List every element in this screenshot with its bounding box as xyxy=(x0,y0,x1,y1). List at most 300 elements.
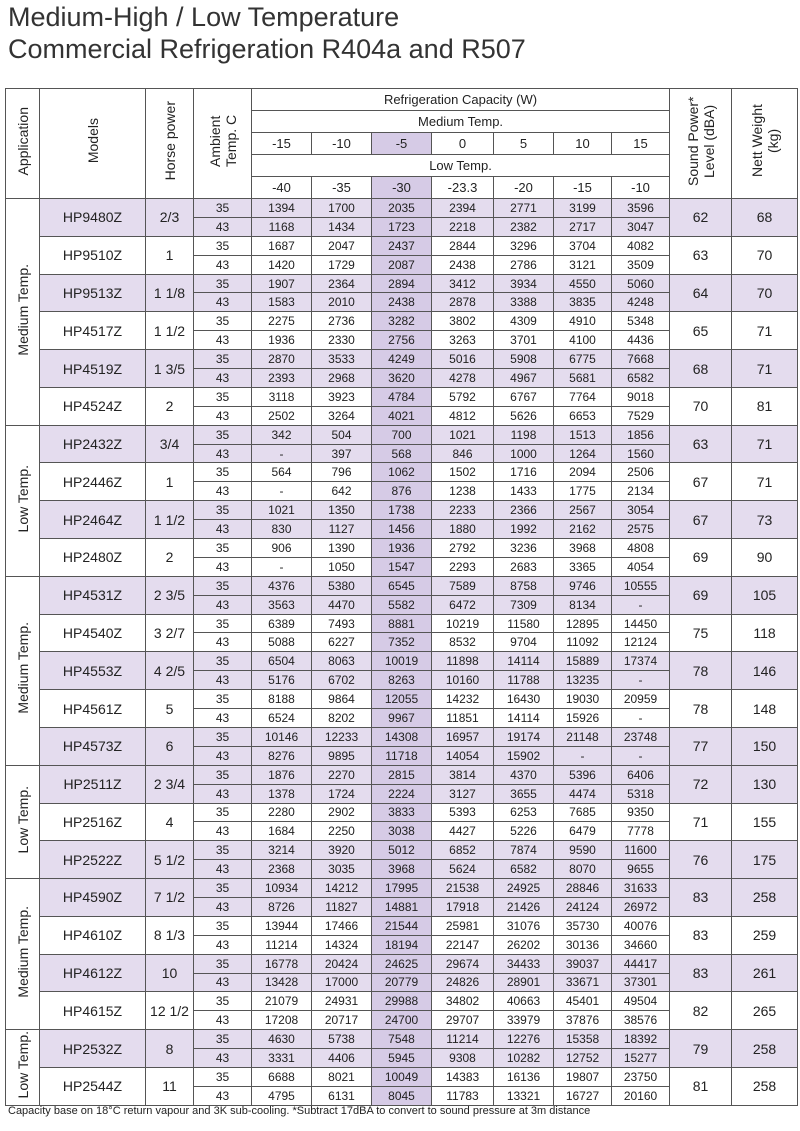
capacity-value: 12895 xyxy=(554,614,612,633)
capacity-value: - xyxy=(252,482,312,501)
capacity-value: 4309 xyxy=(494,312,554,331)
capacity-value: 4812 xyxy=(432,406,494,425)
model-name: HP4610Z xyxy=(40,916,146,954)
capacity-value: 24700 xyxy=(372,1011,432,1030)
sound-level: 83 xyxy=(670,916,732,954)
capacity-value: 4054 xyxy=(612,557,670,576)
ambient-temp: 43 xyxy=(194,746,252,765)
capacity-value: 2844 xyxy=(432,236,494,255)
capacity-value: 3923 xyxy=(312,387,372,406)
capacity-value: 6227 xyxy=(312,633,372,652)
header-medium-col: -15 xyxy=(252,133,312,155)
capacity-value: 17000 xyxy=(312,973,372,992)
capacity-value: 1738 xyxy=(372,501,432,520)
nett-weight: 130 xyxy=(732,765,798,803)
capacity-value: 9350 xyxy=(612,803,670,822)
capacity-value: 13428 xyxy=(252,973,312,992)
horse-power: 8 1/3 xyxy=(146,916,194,954)
capacity-value: 24826 xyxy=(432,973,494,992)
capacity-value: 1456 xyxy=(372,520,432,539)
horse-power: 8 xyxy=(146,1030,194,1068)
capacity-value: 11851 xyxy=(432,709,494,728)
capacity-value: 11783 xyxy=(432,1086,494,1105)
sound-level: 81 xyxy=(670,1067,732,1105)
capacity-value: 5945 xyxy=(372,1049,432,1068)
horse-power: 2 3/4 xyxy=(146,765,194,803)
header-medium-col: -5 xyxy=(372,133,432,155)
ambient-temp: 43 xyxy=(194,973,252,992)
capacity-value: 5624 xyxy=(432,860,494,879)
header-ambient: Ambient Temp. C xyxy=(194,89,252,199)
capacity-value: 1992 xyxy=(494,520,554,539)
horse-power: 2 xyxy=(146,539,194,577)
horse-power: 7 1/2 xyxy=(146,879,194,917)
table-row xyxy=(6,199,798,218)
capacity-value: 1583 xyxy=(252,293,312,312)
table-row xyxy=(6,992,798,1011)
capacity-value: 1127 xyxy=(312,520,372,539)
capacity-value: 11898 xyxy=(432,652,494,671)
model-name: HP4573Z xyxy=(40,727,146,765)
capacity-value: 2330 xyxy=(312,331,372,350)
table-row xyxy=(6,387,798,406)
capacity-value: 2786 xyxy=(494,255,554,274)
capacity-value: 2280 xyxy=(252,803,312,822)
capacity-value: 1684 xyxy=(252,822,312,841)
capacity-value: 4376 xyxy=(252,576,312,595)
capacity-value: 6479 xyxy=(554,822,612,841)
header-medium-col: 15 xyxy=(612,133,670,155)
ambient-temp: 35 xyxy=(194,312,252,331)
capacity-value: 1000 xyxy=(494,444,554,463)
capacity-value: 21148 xyxy=(554,727,612,746)
ambient-temp: 43 xyxy=(194,1049,252,1068)
capacity-value: 3282 xyxy=(372,312,432,331)
capacity-value: 21538 xyxy=(432,879,494,898)
ambient-temp: 43 xyxy=(194,482,252,501)
capacity-value: 14308 xyxy=(372,727,432,746)
capacity-value: 18194 xyxy=(372,935,432,954)
capacity-value: 5088 xyxy=(252,633,312,652)
horse-power: 4 xyxy=(146,803,194,841)
capacity-value: 6688 xyxy=(252,1067,312,1086)
horse-power: 11 xyxy=(146,1067,194,1105)
capacity-value: 11214 xyxy=(252,935,312,954)
nett-weight: 90 xyxy=(732,539,798,577)
capacity-value: 1198 xyxy=(494,425,554,444)
model-name: HP4519Z xyxy=(40,350,146,388)
capacity-value: 4248 xyxy=(612,293,670,312)
sound-level: 78 xyxy=(670,690,732,728)
capacity-value: 3035 xyxy=(312,860,372,879)
sound-level: 75 xyxy=(670,614,732,652)
capacity-value: 5582 xyxy=(372,595,432,614)
capacity-value: 12233 xyxy=(312,727,372,746)
horse-power: 12 1/2 xyxy=(146,992,194,1030)
capacity-value: 5792 xyxy=(432,387,494,406)
capacity-value: 16778 xyxy=(252,954,312,973)
capacity-value: 9018 xyxy=(612,387,670,406)
capacity-value: 9704 xyxy=(494,633,554,652)
nett-weight: 259 xyxy=(732,916,798,954)
capacity-value: 3214 xyxy=(252,841,312,860)
ambient-temp: 43 xyxy=(194,671,252,690)
header-low-col: -40 xyxy=(252,177,312,199)
capacity-value: 2293 xyxy=(432,557,494,576)
capacity-value: 2438 xyxy=(432,255,494,274)
capacity-value: 3704 xyxy=(554,236,612,255)
capacity-value: 2683 xyxy=(494,557,554,576)
capacity-value: 22147 xyxy=(432,935,494,954)
capacity-value: 14232 xyxy=(432,690,494,709)
nett-weight: 148 xyxy=(732,690,798,728)
capacity-value: 5396 xyxy=(554,765,612,784)
capacity-value: 24925 xyxy=(494,879,554,898)
capacity-value: 906 xyxy=(252,539,312,558)
capacity-value: 2270 xyxy=(312,765,372,784)
capacity-value: 2771 xyxy=(494,199,554,218)
capacity-value: 11718 xyxy=(372,746,432,765)
capacity-value: 9967 xyxy=(372,709,432,728)
capacity-value: - xyxy=(612,746,670,765)
capacity-value: 9895 xyxy=(312,746,372,765)
capacity-value: 8881 xyxy=(372,614,432,633)
ambient-temp: 43 xyxy=(194,255,252,274)
capacity-value: 3563 xyxy=(252,595,312,614)
model-name: HP4540Z xyxy=(40,614,146,652)
sound-level: 70 xyxy=(670,387,732,425)
capacity-value: 8726 xyxy=(252,897,312,916)
capacity-value: 2968 xyxy=(312,369,372,388)
capacity-value: 3968 xyxy=(372,860,432,879)
ambient-temp: 43 xyxy=(194,1011,252,1030)
capacity-value: 28846 xyxy=(554,879,612,898)
capacity-value: 4967 xyxy=(494,369,554,388)
capacity-value: 20160 xyxy=(612,1086,670,1105)
model-name: HP2464Z xyxy=(40,501,146,539)
capacity-value: 3296 xyxy=(494,236,554,255)
capacity-value: 11214 xyxy=(432,1030,494,1049)
capacity-value: 3054 xyxy=(612,501,670,520)
model-name: HP4615Z xyxy=(40,992,146,1030)
header-sound: Sound Power* Level (dBA) xyxy=(670,89,732,199)
sound-level: 69 xyxy=(670,539,732,577)
table-row xyxy=(6,652,798,671)
capacity-value: 4100 xyxy=(554,331,612,350)
application-group-text: Medium Temp. xyxy=(14,622,31,715)
capacity-value: 20779 xyxy=(372,973,432,992)
capacity-value: 3968 xyxy=(554,539,612,558)
ambient-temp: 35 xyxy=(194,236,252,255)
capacity-value: 2250 xyxy=(312,822,372,841)
capacity-value: 20959 xyxy=(612,690,670,709)
table-row xyxy=(6,539,798,558)
ambient-temp: 35 xyxy=(194,954,252,973)
capacity-value: 4808 xyxy=(612,539,670,558)
table-row xyxy=(6,576,798,595)
capacity-value: 12752 xyxy=(554,1049,612,1068)
header-horse-power: Horse power xyxy=(146,89,194,199)
application-group-label xyxy=(6,425,40,576)
model-name: HP4553Z xyxy=(40,652,146,690)
nett-weight: 155 xyxy=(732,803,798,841)
capacity-value: 19174 xyxy=(494,727,554,746)
horse-power: 1 xyxy=(146,463,194,501)
header-application: Application xyxy=(6,89,40,199)
capacity-value: 1238 xyxy=(432,482,494,501)
capacity-value: 9590 xyxy=(554,841,612,860)
capacity-value: 2134 xyxy=(612,482,670,501)
capacity-value: 7685 xyxy=(554,803,612,822)
capacity-value: 23748 xyxy=(612,727,670,746)
capacity-value: 2870 xyxy=(252,350,312,369)
capacity-value: 24625 xyxy=(372,954,432,973)
model-name: HP4561Z xyxy=(40,690,146,728)
capacity-value: 10934 xyxy=(252,879,312,898)
capacity-value: 3199 xyxy=(554,199,612,218)
ambient-temp: 35 xyxy=(194,425,252,444)
nett-weight: 70 xyxy=(732,236,798,274)
capacity-value: 5380 xyxy=(312,576,372,595)
capacity-value: - xyxy=(554,746,612,765)
capacity-value: 34660 xyxy=(612,935,670,954)
nett-weight: 71 xyxy=(732,312,798,350)
capacity-value: 20717 xyxy=(312,1011,372,1030)
capacity-value: 6253 xyxy=(494,803,554,822)
capacity-value: 4370 xyxy=(494,765,554,784)
capacity-value: 39037 xyxy=(554,954,612,973)
capacity-value: 1907 xyxy=(252,274,312,293)
capacity-value: 1021 xyxy=(432,425,494,444)
capacity-value: 2567 xyxy=(554,501,612,520)
capacity-value: 3814 xyxy=(432,765,494,784)
capacity-value: 16430 xyxy=(494,690,554,709)
capacity-value: 19030 xyxy=(554,690,612,709)
capacity-value: 1856 xyxy=(612,425,670,444)
ambient-temp: 43 xyxy=(194,557,252,576)
capacity-value: 44417 xyxy=(612,954,670,973)
capacity-value: 5908 xyxy=(494,350,554,369)
application-group-label xyxy=(6,576,40,765)
sound-level: 64 xyxy=(670,274,732,312)
capacity-value: 1936 xyxy=(372,539,432,558)
horse-power: 1 xyxy=(146,236,194,274)
capacity-value: 10146 xyxy=(252,727,312,746)
capacity-value: 1378 xyxy=(252,784,312,803)
ambient-temp: 35 xyxy=(194,690,252,709)
capacity-value: 7764 xyxy=(554,387,612,406)
ambient-temp: 35 xyxy=(194,199,252,218)
capacity-value: 1434 xyxy=(312,217,372,236)
sound-level: 63 xyxy=(670,425,732,463)
capacity-value: 397 xyxy=(312,444,372,463)
header-medium-col: 10 xyxy=(554,133,612,155)
ambient-temp: 35 xyxy=(194,916,252,935)
capacity-value: 24931 xyxy=(312,992,372,1011)
capacity-value: 8070 xyxy=(554,860,612,879)
table-row xyxy=(6,1067,798,1086)
capacity-value: 1560 xyxy=(612,444,670,463)
ambient-temp: 35 xyxy=(194,501,252,520)
ambient-temp: 43 xyxy=(194,444,252,463)
capacity-value: 3934 xyxy=(494,274,554,293)
nett-weight: 118 xyxy=(732,614,798,652)
capacity-value: 14324 xyxy=(312,935,372,954)
capacity-value: 14450 xyxy=(612,614,670,633)
capacity-value: 2894 xyxy=(372,274,432,293)
capacity-value: 8276 xyxy=(252,746,312,765)
sound-level: 79 xyxy=(670,1030,732,1068)
capacity-value: 3263 xyxy=(432,331,494,350)
capacity-value: 10282 xyxy=(494,1049,554,1068)
model-name: HP4590Z xyxy=(40,879,146,917)
capacity-value: 6767 xyxy=(494,387,554,406)
capacity-value: 21426 xyxy=(494,897,554,916)
ambient-temp: 43 xyxy=(194,331,252,350)
model-name: HP4531Z xyxy=(40,576,146,614)
capacity-value: 6524 xyxy=(252,709,312,728)
ambient-temp: 43 xyxy=(194,860,252,879)
capacity-value: 3620 xyxy=(372,369,432,388)
capacity-value: 40076 xyxy=(612,916,670,935)
horse-power: 10 xyxy=(146,954,194,992)
capacity-value: 26972 xyxy=(612,897,670,916)
ambient-temp: 43 xyxy=(194,897,252,916)
capacity-value: 37876 xyxy=(554,1011,612,1030)
table-row xyxy=(6,1030,798,1049)
ambient-temp: 43 xyxy=(194,1086,252,1105)
capacity-value: 1723 xyxy=(372,217,432,236)
capacity-value: 2736 xyxy=(312,312,372,331)
capacity-value: 2878 xyxy=(432,293,494,312)
capacity-value: 2506 xyxy=(612,463,670,482)
capacity-value: 11788 xyxy=(494,671,554,690)
capacity-value: 40663 xyxy=(494,992,554,1011)
capacity-value: 6472 xyxy=(432,595,494,614)
capacity-value: 3118 xyxy=(252,387,312,406)
sound-level: 65 xyxy=(670,312,732,350)
capacity-value: 6545 xyxy=(372,576,432,595)
capacity-value: 4795 xyxy=(252,1086,312,1105)
header-weight: Nett Weight (kg) xyxy=(732,89,798,199)
footnote: Capacity base on 18°C return vapour and 3K sub-cooling. *Subtract 17dBA to convert to sound pressure at 3m distance xyxy=(8,1105,591,1117)
capacity-value: 5176 xyxy=(252,671,312,690)
capacity-value: 2815 xyxy=(372,765,432,784)
capacity-value: 10160 xyxy=(432,671,494,690)
table-row xyxy=(6,350,798,369)
capacity-value: 7493 xyxy=(312,614,372,633)
capacity-value: 2792 xyxy=(432,539,494,558)
ambient-temp: 35 xyxy=(194,539,252,558)
capacity-value: 3038 xyxy=(372,822,432,841)
header-models: Models xyxy=(40,89,146,199)
capacity-value: 38576 xyxy=(612,1011,670,1030)
capacity-value: 1876 xyxy=(252,765,312,784)
capacity-value: 18392 xyxy=(612,1030,670,1049)
capacity-value: 13235 xyxy=(554,671,612,690)
capacity-value: 11580 xyxy=(494,614,554,633)
application-group-text: Low Temp. xyxy=(14,464,31,532)
capacity-value: 6389 xyxy=(252,614,312,633)
capacity-value: 1420 xyxy=(252,255,312,274)
model-name: HP4517Z xyxy=(40,312,146,350)
ambient-temp: 35 xyxy=(194,387,252,406)
capacity-value: 1502 xyxy=(432,463,494,482)
capacity-value: 2035 xyxy=(372,199,432,218)
capacity-value: 2275 xyxy=(252,312,312,331)
capacity-value: 4427 xyxy=(432,822,494,841)
capacity-value: 4406 xyxy=(312,1049,372,1068)
table-row xyxy=(6,727,798,746)
table-row xyxy=(6,463,798,482)
capacity-value: 2437 xyxy=(372,236,432,255)
table-row xyxy=(6,690,798,709)
capacity-value: 12124 xyxy=(612,633,670,652)
sound-level: 69 xyxy=(670,576,732,614)
capacity-value: 19807 xyxy=(554,1067,612,1086)
capacity-value: 5626 xyxy=(494,406,554,425)
capacity-value: 1021 xyxy=(252,501,312,520)
header-low-col: -10 xyxy=(612,177,670,199)
horse-power: 1 1/2 xyxy=(146,312,194,350)
capacity-value: 2047 xyxy=(312,236,372,255)
capacity-value: 5060 xyxy=(612,274,670,293)
application-group-label xyxy=(6,879,40,1030)
sound-level: 71 xyxy=(670,803,732,841)
sound-level: 76 xyxy=(670,841,732,879)
nett-weight: 258 xyxy=(732,1067,798,1105)
capacity-value: 3920 xyxy=(312,841,372,860)
capacity-value: 9308 xyxy=(432,1049,494,1068)
capacity-value: 4550 xyxy=(554,274,612,293)
application-group-text: Low Temp. xyxy=(14,785,31,854)
ambient-temp: 35 xyxy=(194,1030,252,1049)
capacity-value: 2393 xyxy=(252,369,312,388)
header-medium-col: 5 xyxy=(494,133,554,155)
capacity-value: 3365 xyxy=(554,557,612,576)
capacity-value: 2382 xyxy=(494,217,554,236)
capacity-value: 26202 xyxy=(494,935,554,954)
ambient-temp: 35 xyxy=(194,727,252,746)
capacity-value: 1264 xyxy=(554,444,612,463)
capacity-value: 6702 xyxy=(312,671,372,690)
horse-power: 6 xyxy=(146,727,194,765)
capacity-value: 2224 xyxy=(372,784,432,803)
capacity-value: 29707 xyxy=(432,1011,494,1030)
ambient-temp: 35 xyxy=(194,576,252,595)
capacity-value: 8045 xyxy=(372,1086,432,1105)
table-row xyxy=(6,803,798,822)
capacity-value: 2087 xyxy=(372,255,432,274)
ambient-temp: 43 xyxy=(194,709,252,728)
ambient-temp: 35 xyxy=(194,803,252,822)
capacity-value: 5016 xyxy=(432,350,494,369)
nett-weight: 175 xyxy=(732,841,798,879)
ambient-temp: 35 xyxy=(194,463,252,482)
capacity-value: 1729 xyxy=(312,255,372,274)
capacity-value: 3264 xyxy=(312,406,372,425)
sound-level: 62 xyxy=(670,199,732,237)
ambient-temp: 35 xyxy=(194,879,252,898)
capacity-value: 1350 xyxy=(312,501,372,520)
application-group-text: Medium Temp. xyxy=(14,263,31,356)
capacity-value: 7309 xyxy=(494,595,554,614)
capacity-value: 5318 xyxy=(612,784,670,803)
capacity-value: 14212 xyxy=(312,879,372,898)
horse-power: 3/4 xyxy=(146,425,194,463)
capacity-value: 9746 xyxy=(554,576,612,595)
capacity-value: 10049 xyxy=(372,1067,432,1086)
